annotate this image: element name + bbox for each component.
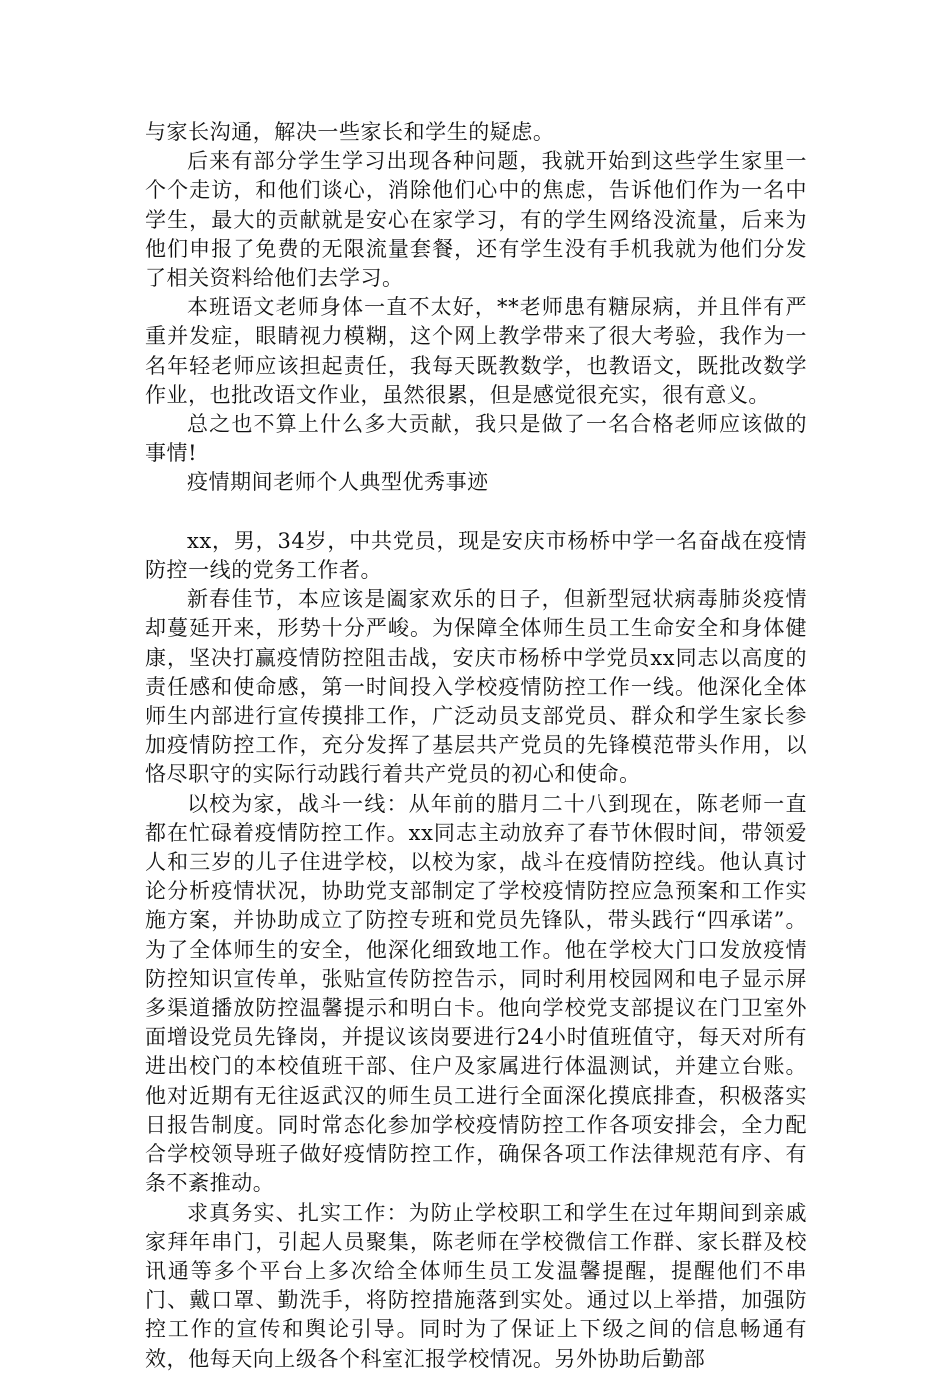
blank-line [145, 498, 807, 527]
section-title: 疫情期间老师个人典型优秀事迹 [187, 470, 489, 495]
paragraph-home-visits: 后来有部分学生学习出现各种问题，我就开始到这些学生家里一个个走访，和他们谈心，消除他们心中的焦虑，告诉他们作为一名中学生，最大的贡献就是安心在家学习，有的学生网络没流量，后来为他们申报了免费的无限流量套餐，还有学生没有手机我就为他们分发了相关资料给他们去学习。 [145, 149, 807, 291]
paragraph-practical-work: 求真务实、扎实工作：为防止学校职工和学生在过年期间到亲戚家拜年串门，引起人员聚集，陈老师在学校微信工作群、家长群及校讯通等多个平台上多次给全体师生员工发温馨提醒，提醒他们不串门、戴口罩、勤洗手，将防控措施落到实处。通过以上举措，加强防控工作的宣传和舆论引导。同时为了保证上下级之间的信息畅通有效，他每天向上级各个科室汇报学校情况。另外协助后勤部 [145, 1200, 807, 1371]
paragraph-chinese-teacher: 本班语文老师身体一直不太好，**老师患有糖尿病，并且伴有严重并发症，眼睛视力模糊，这个网上教学带来了很大考验，我作为一名年轻老师应该担起责任，我每天既教数学，也教语文，既批改数学作业，也批改语文作业，虽然很累，但是感觉很充实，很有意义。 [145, 295, 807, 407]
paragraph-school-as-home: 以校为家，战斗一线：从年前的腊月二十八到现在，陈老师一直都在忙碌着疫情防控工作。xx同志主动放弃了春节休假时间，带领爱人和三岁的儿子住进学校，以校为家，战斗在疫情防控线。他认真讨论分析疫情状况，协助党支部制定了学校疫情防控应急预案和工作实施方案，并协助成立了防控专班和党员先锋队，带头践行“四承诺”。为了全体师生的安全，他深化细致地工作。他在学校大门口发放疫情防控知识宣传单，张贴宣传防控告示，同时利用校园网和电子显示屏多渠道播放防控温馨提示和明白卡。他向学校党支部提议在门卫室外面增设党员先锋岗，并提议该岗要进行24小时值班值守，每天对所有进出校门的本校值班干部、住户及家属进行体温测试，并建立台账。他对近期有无往返武汉的师生员工进行全面深化摸底排查，积极落实日报告制度。同时常态化参加学校疫情防控工作各项安排会，全力配合学校领导班子做好疫情防控工作，确保各项工作法律规范有序、有条不紊推动。 [145, 791, 807, 1196]
document-page [145, 118, 807, 1374]
paragraph-continuation: 与家长沟通，解决一些家长和学生的疑虑。 [145, 120, 555, 144]
paragraph-spring-festival: 新春佳节，本应该是阖家欢乐的日子，但新型冠状病毒肺炎疫情却蔓延开来，形势十分严峻。为保障全体师生员工生命安全和身体健康，坚决打赢疫情防控阻击战，安庆市杨桥中学党员xx同志以高度的责任感和使命感，第一时间投入学校疫情防控工作一线。他深化全体师生内部进行宣传摸排工作，广泛动员支部党员、群众和学生家长参加疫情防控工作，充分发挥了基层共产党员的先锋模范带头作用，以恪尽职守的实际行动践行着共产党员的初心和使命。 [145, 587, 807, 787]
paragraph-profile: xx，男，34岁，中共党员，现是安庆市杨桥中学一名奋战在疫情防控一线的党务工作者。 [145, 528, 807, 583]
paragraph-conclusion: 总之也不算上什么多大贡献，我只是做了一名合格老师应该做的事情! [145, 412, 807, 466]
